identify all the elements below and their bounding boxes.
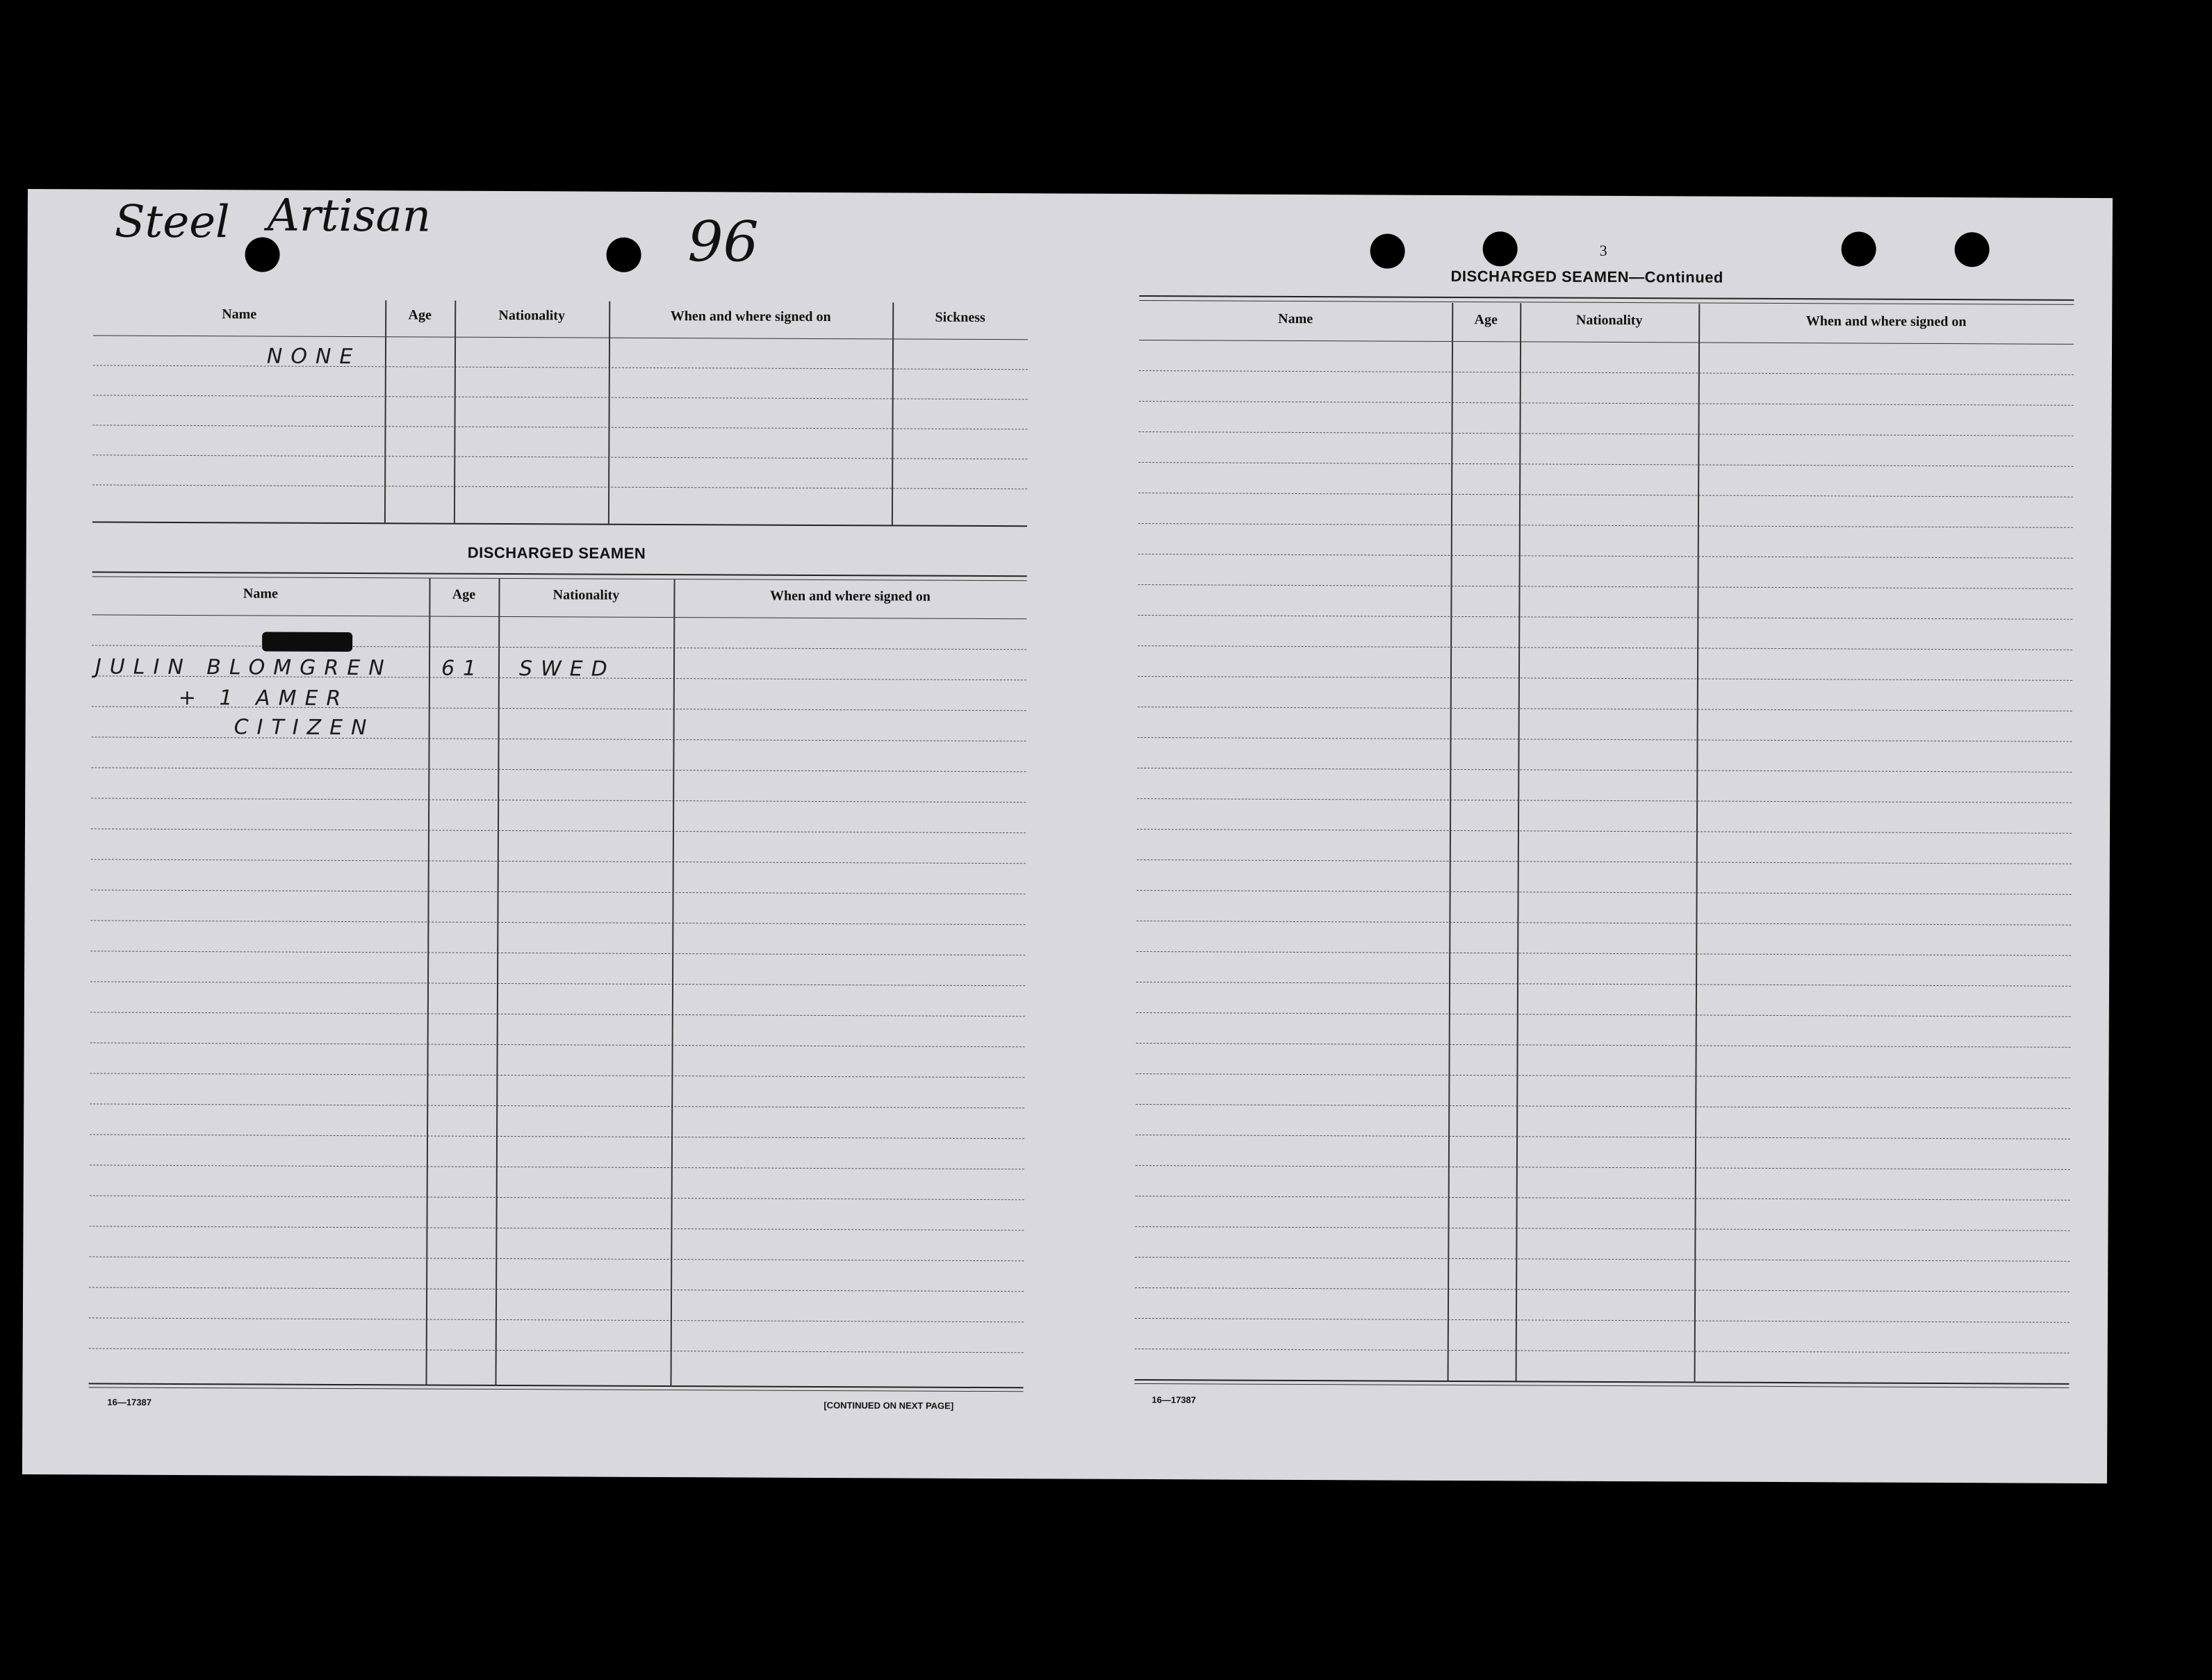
continued-note: [CONTINUED ON NEXT PAGE] — [824, 1400, 954, 1411]
right-col-signed-on: When and where signed on — [1805, 313, 1967, 330]
ruled-line — [1136, 921, 2071, 925]
ruled-line — [90, 981, 1025, 986]
document-sheet — [22, 189, 2113, 1483]
continued-section-title: DISCHARGED SEAMEN—Continued — [1450, 267, 1723, 286]
ruled-line — [1136, 1165, 2070, 1170]
discharged-section-title: DISCHARGED SEAMEN — [467, 543, 646, 562]
ruled-line — [1136, 982, 2071, 987]
ruled-line — [90, 1164, 1024, 1169]
ruled-line — [1138, 493, 2073, 497]
ruled-line — [1138, 523, 2073, 528]
ruled-line — [89, 1226, 1024, 1230]
ruled-line — [1138, 584, 2073, 589]
ruled-line — [1136, 1012, 2071, 1017]
ruled-line — [90, 950, 1025, 955]
ruled-line — [1137, 859, 2072, 864]
right-col-age: Age — [1474, 312, 1498, 328]
punch-hole — [1483, 231, 1518, 266]
discharged-col-nationality: Nationality — [552, 587, 620, 603]
ruled-line — [91, 889, 1026, 894]
ruled-line — [92, 736, 1026, 741]
ruled-line — [1138, 676, 2072, 681]
right-col-nationality: Nationality — [1575, 312, 1643, 329]
ruled-line — [1138, 615, 2072, 620]
redaction-mark — [262, 632, 352, 652]
discharged-col-name: Name — [243, 586, 278, 602]
ruled-line — [1138, 431, 2073, 436]
punch-hole — [245, 237, 279, 272]
ruled-line — [1138, 707, 2072, 711]
ruled-line — [1136, 1073, 2070, 1078]
ruled-line — [90, 1012, 1025, 1016]
discharged-row-2-name: + 1 AMER — [178, 685, 350, 711]
ruled-line — [91, 767, 1026, 772]
form-number-right: 16—17387 — [1152, 1394, 1197, 1406]
hospital-col-signed-on: When and where signed on — [670, 308, 831, 325]
ruled-line — [89, 1287, 1024, 1292]
right-col-name: Name — [1278, 311, 1313, 327]
ruled-line — [1138, 462, 2073, 467]
form-number-left: 16—17387 — [107, 1397, 152, 1408]
ruled-line — [1135, 1318, 2070, 1323]
ruled-line — [90, 1073, 1024, 1078]
ruled-line — [90, 1134, 1024, 1139]
punch-hole — [606, 238, 641, 272]
ruled-line — [1137, 890, 2072, 895]
discharged-col-signed-on: When and where signed on — [770, 588, 931, 604]
ruled-line — [1137, 768, 2072, 773]
ruled-line — [1139, 370, 2074, 375]
ruled-line — [1135, 1349, 2070, 1353]
ruled-line — [1135, 1226, 2070, 1231]
ruled-line — [1136, 1043, 2071, 1048]
ruled-line — [90, 1042, 1025, 1047]
handwritten-ship-word-1: Steel — [114, 196, 230, 249]
handwritten-mark: 96 — [687, 209, 759, 274]
ruled-line — [1135, 1257, 2070, 1262]
ruled-line — [1136, 1104, 2070, 1109]
ruled-line — [1136, 951, 2071, 956]
ruled-line — [1139, 401, 2074, 406]
punch-hole — [1955, 232, 1990, 267]
discharged-row-1-name: JULIN BLOMGREN — [95, 654, 393, 681]
ruled-line — [91, 798, 1026, 802]
ruled-line — [91, 859, 1026, 864]
hospital-col-name: Name — [222, 306, 257, 322]
handwritten-ship-word-2: Artisan — [267, 190, 432, 242]
discharged-row-1-nationality: SWED — [518, 657, 616, 682]
ruled-line — [1137, 798, 2072, 803]
ruled-line — [90, 1103, 1024, 1108]
ruled-line — [89, 1256, 1024, 1261]
punch-hole — [1370, 233, 1405, 268]
ruled-line — [1138, 737, 2072, 742]
ruled-line — [1138, 645, 2072, 650]
ruled-line — [92, 645, 1026, 650]
discharged-row-1-age: 61 — [441, 656, 485, 681]
ruled-line — [91, 828, 1026, 833]
hospital-col-nationality: Nationality — [498, 307, 566, 324]
ruled-line — [89, 1317, 1024, 1322]
ruled-line — [90, 1195, 1024, 1200]
hospital-col-age: Age — [408, 307, 432, 323]
ruled-line — [1136, 1135, 2070, 1139]
discharged-row-3-name: CITIZEN — [234, 715, 375, 741]
ruled-line — [89, 1348, 1024, 1353]
ruled-line — [1136, 1196, 2070, 1201]
hospital-entry-none: NONE — [266, 344, 361, 370]
ruled-line — [1138, 554, 2073, 559]
discharged-col-age: Age — [452, 586, 476, 602]
ruled-line — [1135, 1287, 2070, 1292]
hospital-col-sickness: Sickness — [935, 309, 985, 326]
punch-hole — [1842, 231, 1876, 266]
ruled-line — [1137, 829, 2072, 834]
page-number-right: 3 — [1599, 241, 1607, 259]
ruled-line — [90, 920, 1025, 925]
